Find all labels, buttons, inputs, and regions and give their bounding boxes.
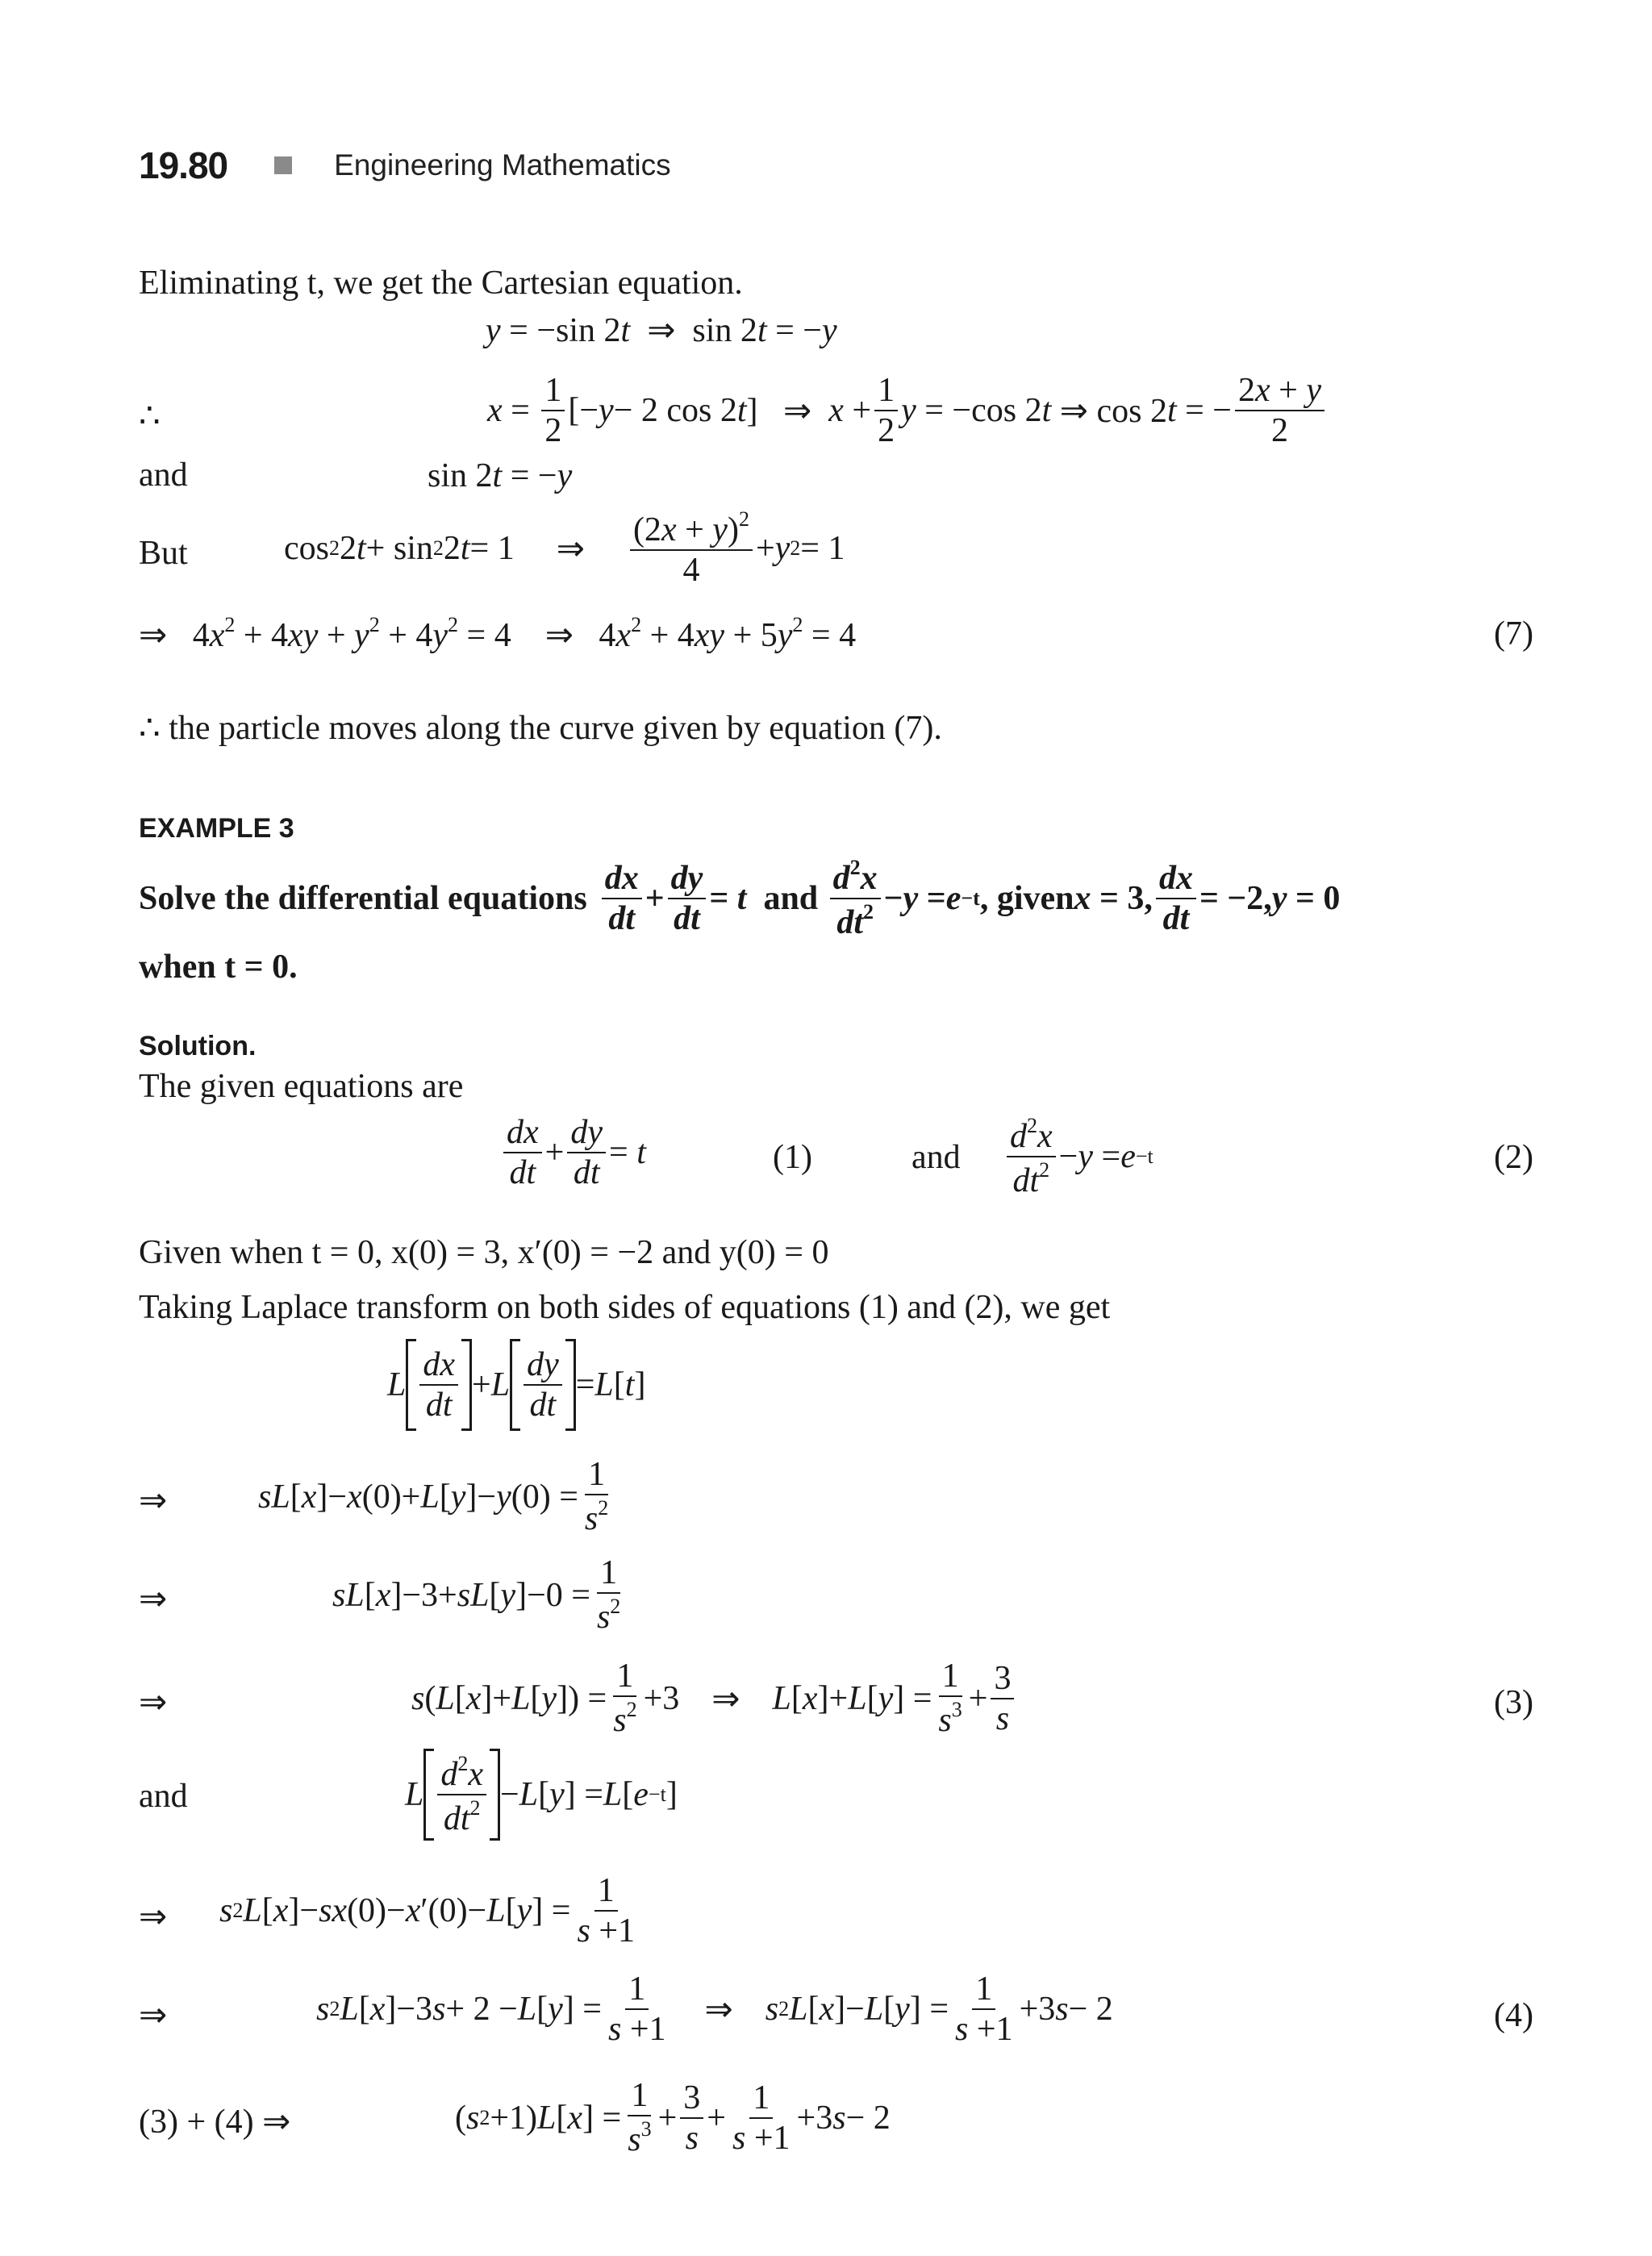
equation-7: ⇒ $4x^2 + 4xy + y^2 + 4y^2 = 4$ ⇒ $4x^2 + 4xy + 5y^2 = 4$ — [139, 613, 857, 654]
and-label-3: and — [139, 1778, 188, 1815]
eliminating-text: Eliminating t, we get the Cartesian equation. — [139, 265, 743, 302]
equation-label-2: (2) — [1494, 1139, 1533, 1176]
equation-3: s ( L [ x ]+ L [ y ]) = $\frac{1}{s^2}$ +3 ⇒ L [ x ]+ L [ y ] = $\frac{1}{s^3}$ + $\frac{3}{s}$ — [411, 1658, 1017, 1738]
equation-label-4: (4) — [1494, 1997, 1533, 2034]
laplace-equation-2: L $\frac{d^2x}{dt^2}$ − L [ y ] = L [ e −t ] — [405, 1749, 678, 1841]
implies-5: ⇒ — [139, 1997, 168, 2034]
and-label-1: and — [139, 457, 188, 494]
but-label: But — [139, 535, 188, 572]
combine-label: (3) + (4) ⇒ — [139, 2104, 291, 2141]
given-equations-text: The given equations are — [139, 1068, 464, 1105]
implies-3: ⇒ — [139, 1684, 168, 1721]
initial-conditions: Given when t = 0, x(0) = 3, x′(0) = −2 and y(0) = 0 — [139, 1234, 829, 1271]
equation-identity: cos 2 2 t + sin 2 2 t = 1 ⇒ $\frac{(2x + y)^2}{4}$ + y 2 = 1 — [284, 507, 845, 590]
and-label-2: and — [912, 1139, 961, 1176]
example-heading: EXAMPLE 3 — [139, 813, 294, 844]
solution-heading: Solution. — [139, 1031, 257, 1061]
laplace-step-1: sL [ x ]− x (0)+ L [ y ]− y (0) = $\frac{1}{s^2}$ — [258, 1456, 609, 1538]
implies-1: ⇒ — [139, 1482, 168, 1520]
combined-equation: ( s 2 +1) L [ x ] = $\frac{1}{s^3}$ + $\frac{3}{s}$ + $\frac{1}{s +1}$ +3 s − 2 — [455, 2077, 891, 2159]
header-square-icon — [274, 156, 292, 174]
implies-2: ⇒ — [139, 1581, 168, 1618]
book-title: Engineering Mathematics — [334, 148, 671, 181]
laplace-step-2: sL [ x ]−3+ sL [ y ]−0 = $\frac{1}{s^2}$ — [332, 1554, 621, 1637]
implies-4: ⇒ — [139, 1899, 168, 1936]
laplace-step-3: s 2 L [ x ]− sx (0)− x ′(0)− L [ y ] = $\frac{1}{s +1}$ — [219, 1872, 635, 1950]
page-number: 19.80 — [139, 144, 228, 186]
equation-sin-neg-y: sin 2t = −y — [428, 457, 573, 494]
equation-1: $\frac{dx}{dt}$ + $\frac{dy}{dt}$ = t — [500, 1115, 646, 1191]
curve-conclusion: ∴ the particle moves along the curve given by equation (7). — [139, 710, 942, 747]
taking-laplace-text: Taking Laplace transform on both sides of equations (1) and (2), we get — [139, 1289, 1111, 1326]
equation-label-3: (3) — [1494, 1684, 1533, 1721]
equation-x-cos: x = $\frac{1}{2}$ [− y − 2 cos 2 t ] ⇒ x + $\frac{1}{2}$ y = −cos 2 t ⇒ cos 2 t = − $\frac{2x + y}{2}$ — [487, 373, 1328, 448]
equation-label-7: (7) — [1494, 615, 1533, 653]
example-problem-start: Solve the differential equations — [139, 880, 587, 918]
example-problem: Solve the differential equations $\frac{dx}{dt}$ + $\frac{dy}{dt}$ = t and $\frac{d^2x}{dt^2}$ − y = e −t , given x = 3, $\frac{dx}{dt}$ = −2, y = 0 — [139, 856, 1341, 942]
equation-label-1: (1) — [773, 1139, 812, 1176]
example-problem-end: when t = 0. — [139, 949, 298, 986]
page-header — [139, 144, 671, 187]
laplace-equation-1: L $\frac{dx}{dt}$ + L $\frac{dy}{dt}$ = L [ t ] — [387, 1339, 645, 1431]
equation-4: s 2 L [ x ]−3 s + 2 − L [ y ] = $\frac{1}{s +1}$ ⇒ s 2 L [ x ]− L [ y ] = $\frac{1}{s +1}$ +3 s − 2 — [316, 1970, 1113, 2049]
equation-y-sin: y = −sin 2t ⇒ sin 2t = −y — [486, 312, 837, 349]
therefore-symbol: ∴ — [139, 398, 161, 435]
equation-2: $\frac{d^2x}{dt^2}$ − y = e −t — [1003, 1115, 1153, 1199]
